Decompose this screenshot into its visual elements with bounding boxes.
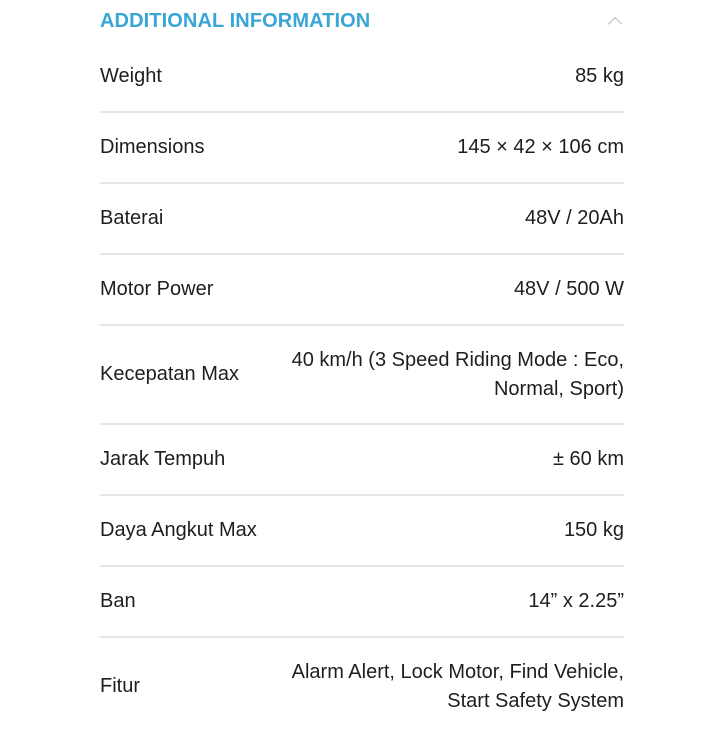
spec-label: Kecepatan Max <box>100 363 239 385</box>
spec-value: ± 60 km <box>553 448 624 470</box>
specs-table <box>100 42 624 735</box>
spec-value: 145 × 42 × 106 cm <box>457 136 624 158</box>
spec-value: 14” x 2.25” <box>528 590 624 612</box>
spec-label: Dimensions <box>100 136 205 158</box>
spec-label: Motor Power <box>100 278 214 300</box>
additional-information-header[interactable] <box>100 4 624 38</box>
spec-row-fitur <box>100 638 624 735</box>
spec-row-weight <box>100 42 624 113</box>
spec-row-kecepatan-max <box>100 326 624 425</box>
section-title: ADDITIONAL INFORMATION <box>100 9 371 32</box>
spec-row-baterai <box>100 184 624 255</box>
spec-label: Ban <box>100 590 136 612</box>
spec-row-dimensions <box>100 113 624 184</box>
spec-value: 48V / 20Ah <box>525 207 624 229</box>
spec-label: Jarak Tempuh <box>100 448 226 470</box>
spec-value: Alarm Alert, Lock Motor, Find Vehicle, Start Safety System <box>291 660 624 712</box>
spec-label: Fitur <box>100 675 140 697</box>
spec-label: Daya Angkut Max <box>100 519 257 541</box>
spec-value: 40 km/h (3 Speed Riding Mode : Eco, Normal, Sport) <box>291 348 624 400</box>
spec-row-jarak-tempuh <box>100 425 624 496</box>
spec-row-ban <box>100 567 624 638</box>
spec-value: 150 kg <box>563 519 624 541</box>
spec-row-motor-power <box>100 255 624 326</box>
chevron-up-icon[interactable] <box>608 17 622 31</box>
spec-value: 48V / 500 W <box>513 278 624 300</box>
spec-label: Weight <box>100 65 162 87</box>
spec-row-daya-angkut-max <box>100 496 624 567</box>
spec-value: 85 kg <box>575 65 624 87</box>
spec-label: Baterai <box>100 207 164 229</box>
